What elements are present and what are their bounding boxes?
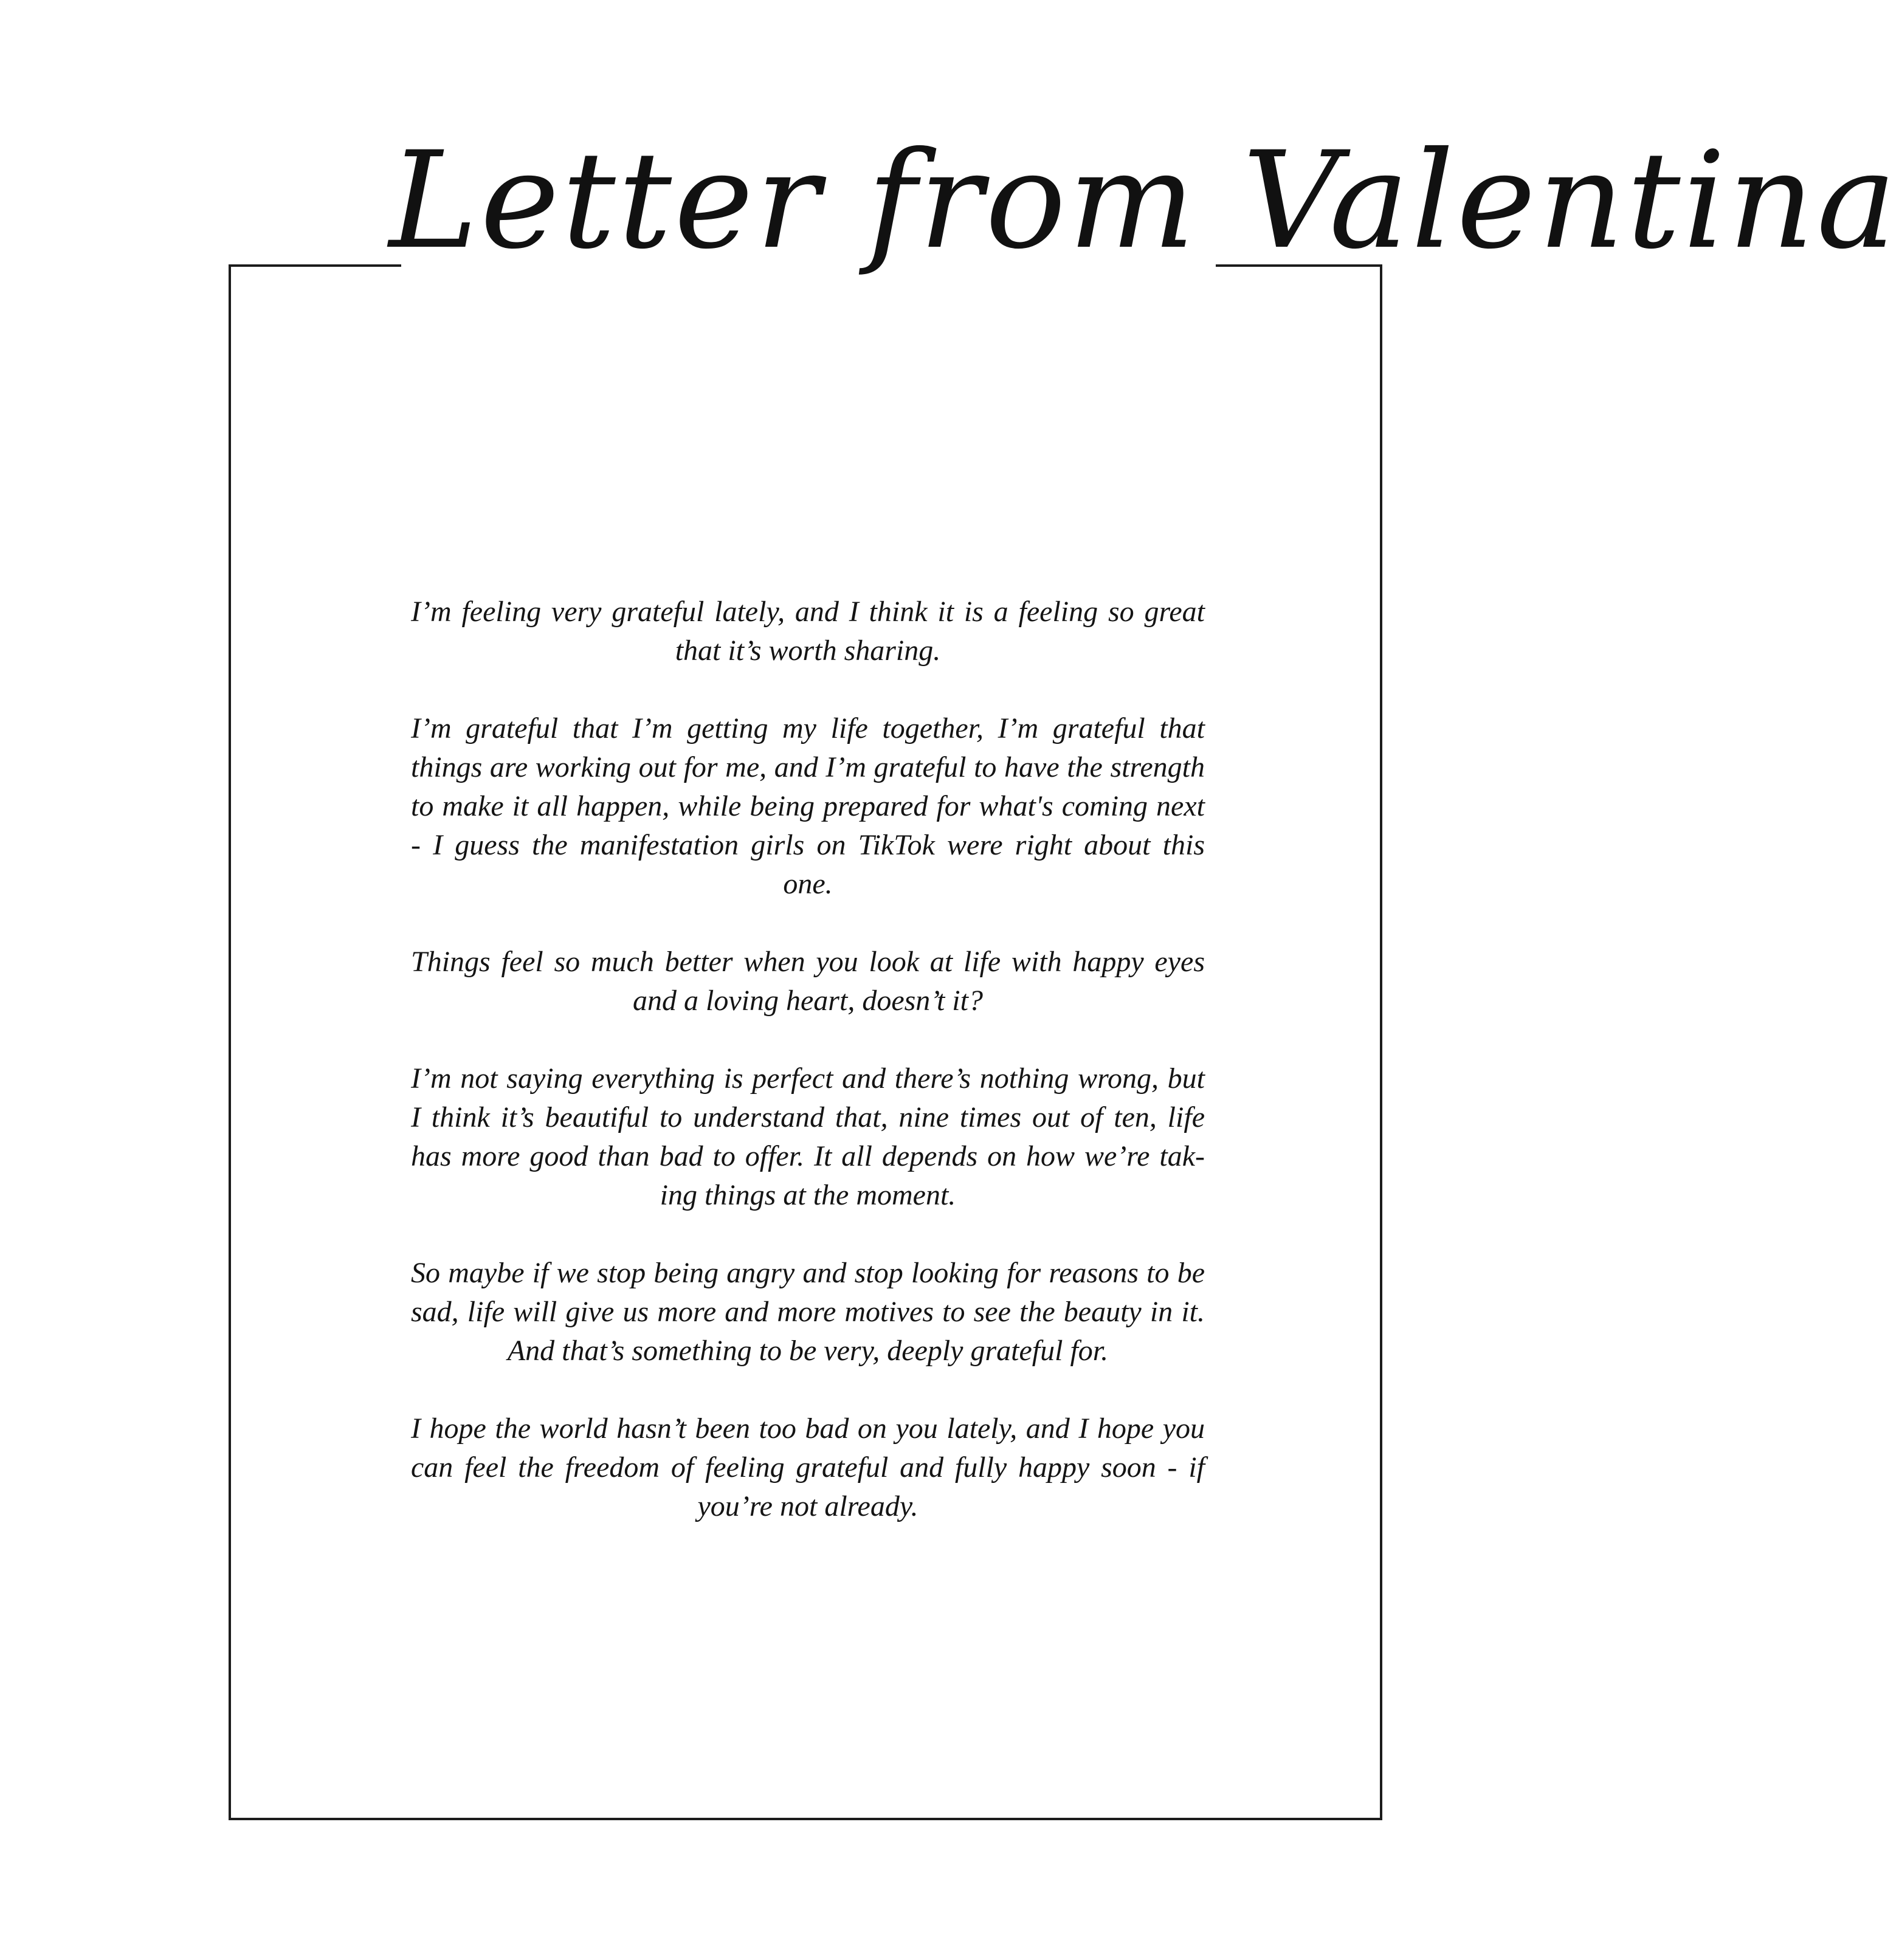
paragraph-stop-being-angry: So maybe if we stop being angry and stop looking for reasons to be sad, life will give us more and more motives to see the beauty in it. And that’s something to be very, deeply grateful for. xyxy=(411,1257,1205,1367)
paragraph-happy-eyes: Things feel so much better when you look at life with happy eyes and a loving heart, doesn’t it? xyxy=(411,946,1205,1017)
paragraph-closing-hope: I hope the world hasn’t been too bad on you lately, and I hope you can feel the freedom of feeling grateful and fully happy soon - if you’re not already. xyxy=(411,1412,1205,1522)
paragraph-gratitude-intro: I’m feeling very grateful lately, and I think it is a feeling so great that it’s worth sharing. xyxy=(411,596,1205,667)
letter-body xyxy=(411,593,1205,1565)
paragraph-not-perfect: I’m not saying everything is perfect and there’s nothing wrong, but I think it’s beautiful to understand that, nine times out of ten, life has more good than bad to offer. It all depends on how we’re tak-ing things at the moment. xyxy=(411,1062,1205,1211)
letter-title: Letter from Valentina xyxy=(389,123,1899,278)
paragraph-life-together: I’m grateful that I’m getting my life together, I’m grateful that things are working out for me, and I’m grateful to have the strength to make it all happen, while being prepared for what's coming next - I guess the manifestation girls on TikTok were right about this one. xyxy=(411,712,1205,900)
